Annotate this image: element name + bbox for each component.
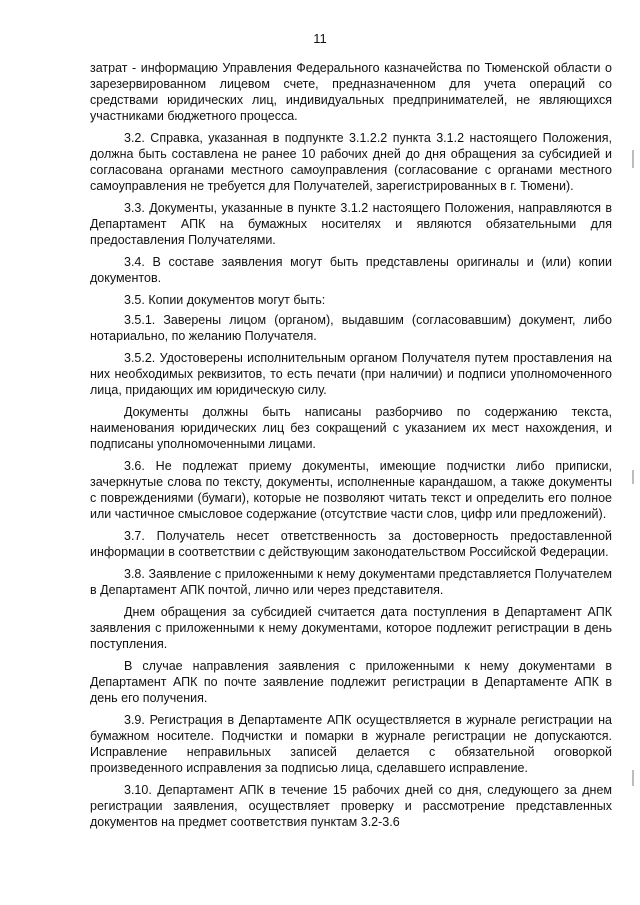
scan-edge-mark [632,470,634,484]
paragraph-3-9: 3.9. Регистрация в Департаменте АПК осуществляется в журнале регистрации на бумажном носителе. Подчистки и помарки в журнале регистрации не допускаются. Исправление неправильных записей делается с обязательной оговоркой произведенного исправления за подписью лица, сделавшего исправление. [90,713,612,775]
paragraph-3-2: 3.2. Справка, указанная в подпункте 3.1.2.2 пункта 3.1.2 настоящего Положения, должна быть составлена не ранее 10 рабочих дней до дня обращения за субсидией и согласована органами местного самоуправления (согласование с органами местного самоуправления не требуется для Получателей, зарегистрированных в г. Тюмени). [90,131,612,193]
paragraph-3-5-1: 3.5.1. Заверены лицом (органом), выдавшим (согласовавшим) документ, либо нотариально, по желанию Получателя. [90,313,612,343]
paragraph-3-10: 3.10. Департамент АПК в течение 15 рабочих дней со дня, следующего за днем регистрации заявления, осуществляет проверку и рассмотрение представленных документов на предмет соответствия пунктам 3.2-3.6 [90,783,612,829]
paragraph-3-3: 3.3. Документы, указанные в пункте 3.1.2 настоящего Положения, направляются в Департамент АПК на бумажных носителях и являются обязательными для предоставления Получателями. [90,201,612,247]
paragraph-continuation: затрат - информацию Управления Федерального казначейства по Тюменской области о зарезервированном лицевом счете, предназначенном для учета операций со средствами юридических лиц, индивидуальных предпринимателей, не являющихся участниками бюджетного процесса. [90,61,612,123]
paragraph-3-5: 3.5. Копии документов могут быть: [124,293,326,307]
paragraph-documents-requirements: Документы должны быть написаны разборчиво по содержанию текста, наименования юридических лиц без сокращений с указанием их мест нахождения, и подписаны уполномоченными лицами. [90,405,612,451]
paragraph-3-4: 3.4. В составе заявления могут быть представлены оригиналы и (или) копии документов. [90,255,612,285]
paragraph-3-5-2: 3.5.2. Удостоверены исполнительным органом Получателя путем проставления на них необходимых реквизитов, то есть печати (при наличии) и подписи уполномоченного лица, придающих им юридическую силу. [90,351,612,397]
scan-edge-mark [632,770,634,786]
paragraph-application-date: Днем обращения за субсидией считается дата поступления в Департамент АПК заявления с приложенными к нему документами, которое подлежит регистрации в день поступления. [90,605,612,651]
paragraph-3-6: 3.6. Не подлежат приему документы, имеющие подчистки либо приписки, зачеркнутые слова по тексту, документы, исполненные карандашом, а также документы с повреждениями (бумаги), которые не позволяют читать текст и определить его полное или частичное смысловое содержание (отсутствие части слов, цифр или предложений). [90,459,612,521]
document-body [90,60,612,836]
scan-edge-mark [632,150,634,168]
paragraph-3-8: 3.8. Заявление с приложенными к нему документами представляется Получателем в Департамент АПК почтой, лично или через представителя. [90,567,612,597]
page-number: 11 [313,31,327,46]
paragraph-3-7: 3.7. Получатель несет ответственность за достоверность предоставленной информации в соответствии с действующим законодательством Российской Федерации. [90,529,612,559]
paragraph-postal-registration: В случае направления заявления с приложенными к нему документами в Департамент АПК по почте заявление подлежит регистрации в Департаменте АПК в день его получения. [90,659,612,705]
